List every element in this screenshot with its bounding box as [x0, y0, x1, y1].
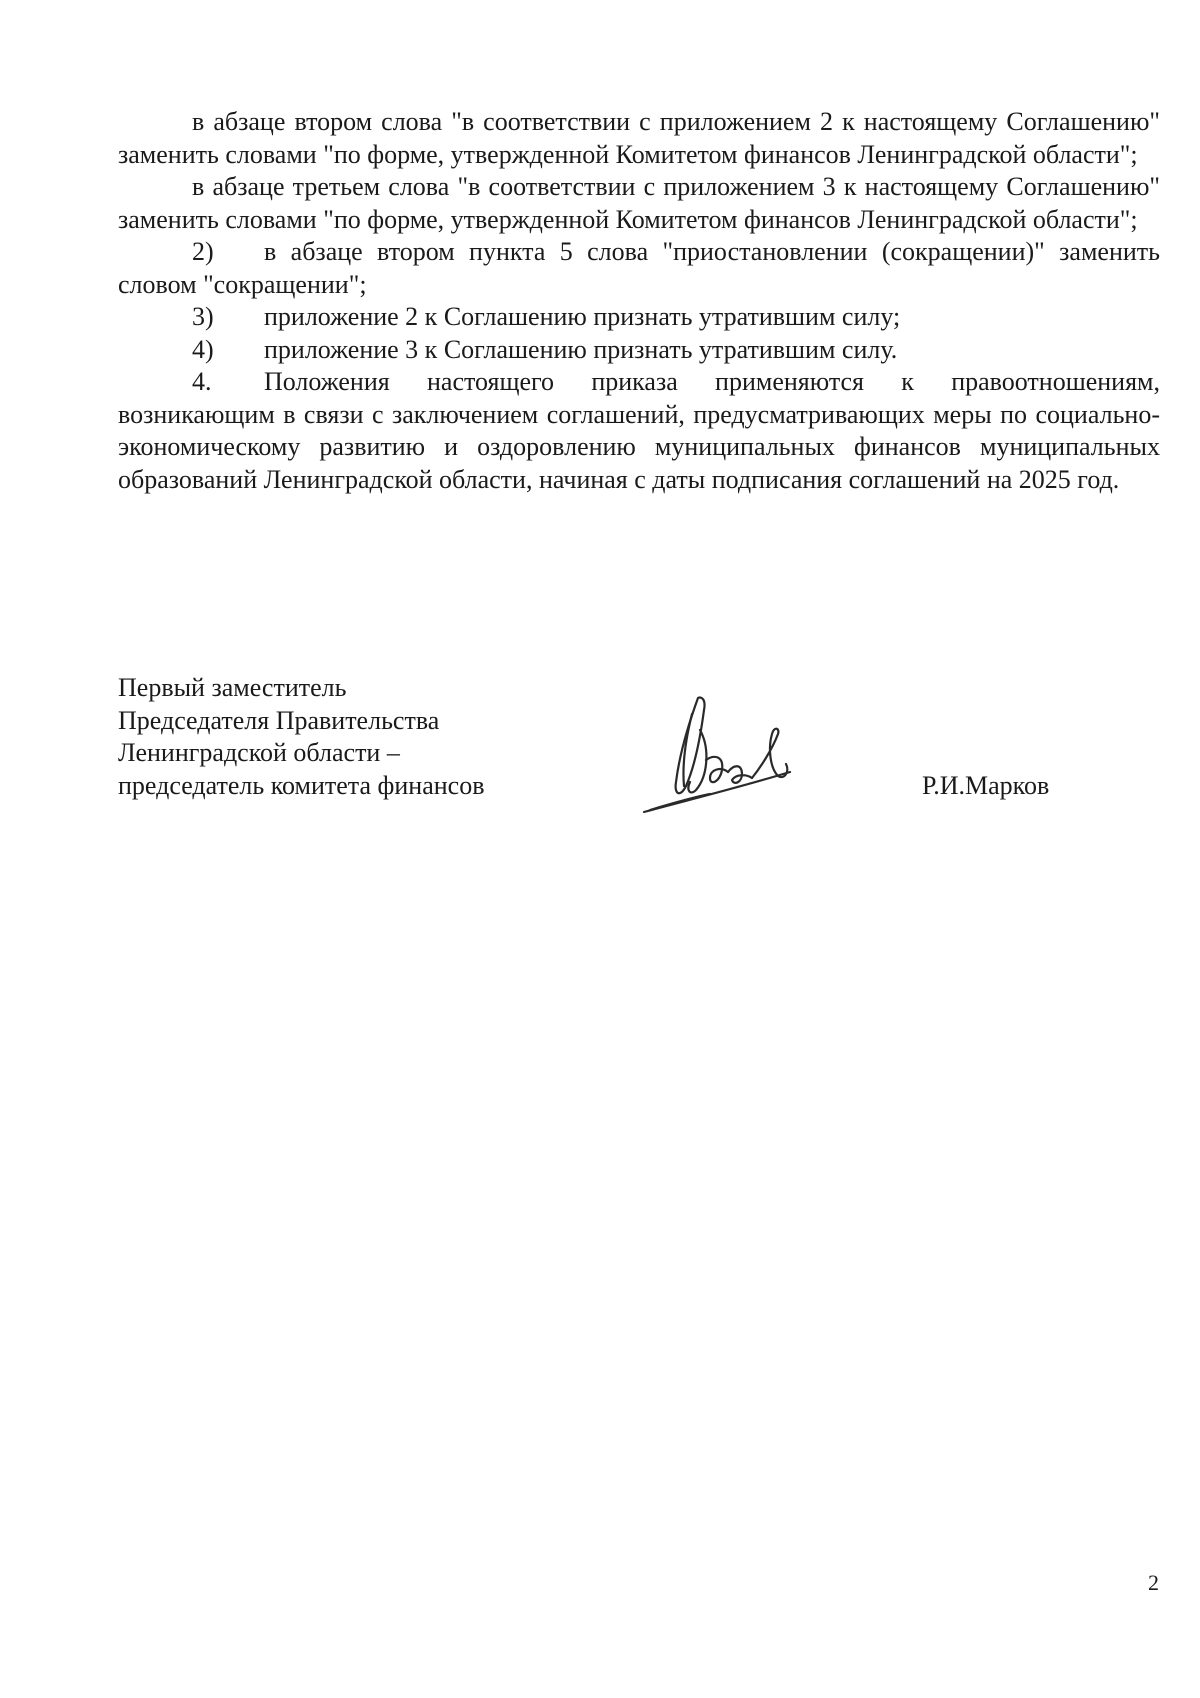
signer-name: Р.И.Марков [922, 771, 1050, 800]
position-line: Ленинградской области – [118, 738, 400, 767]
item-number: 3) [192, 302, 214, 331]
list-item [118, 334, 1160, 367]
list-item [118, 366, 1160, 496]
position-line: Первый заместитель [118, 673, 347, 702]
position-line: председатель комитета финансов [118, 770, 485, 800]
item-text: в абзаце втором пункта 5 слова "приостановлении (сокращении)" заменить словом "сокращении"; [118, 237, 1160, 299]
signatory-position [118, 672, 484, 802]
item-number: 2) [192, 237, 214, 266]
list-item [118, 301, 1160, 334]
item-text: приложение 2 к Соглашению признать утратившим силу; [264, 302, 901, 331]
item-text: Положения настоящего приказа применяются к правоотношениям, возникающим в связи с заключением соглашений, предусматривающих меры по социально-экономическому развитию и оздоровлению муниципальных финансов муниципальных образований Ленинградской области, начиная с даты подписания соглашений на 2025 год. [118, 367, 1160, 494]
page-number: 2 [1148, 1570, 1159, 1595]
handwritten-signature [640, 690, 830, 820]
paragraph: в абзаце третьем слова "в соответствии с приложением 3 к настоящему Соглашению" заменить словами "по форме, утвержденной Комитетом финансов Ленинградской области"; [118, 172, 1160, 234]
document-body [118, 106, 1160, 496]
item-text: приложение 3 к Соглашению признать утратившим силу. [264, 334, 898, 364]
item-number: 4) [192, 334, 214, 364]
item-number: 4. [192, 367, 212, 396]
list-item [118, 236, 1160, 301]
paragraph: в абзаце втором слова "в соответствии с приложением 2 к настоящему Соглашению" заменить словами "по форме, утвержденной Комитетом финансов Ленинградской области"; [118, 107, 1160, 169]
position-line: Председателя Правительства [118, 705, 440, 735]
